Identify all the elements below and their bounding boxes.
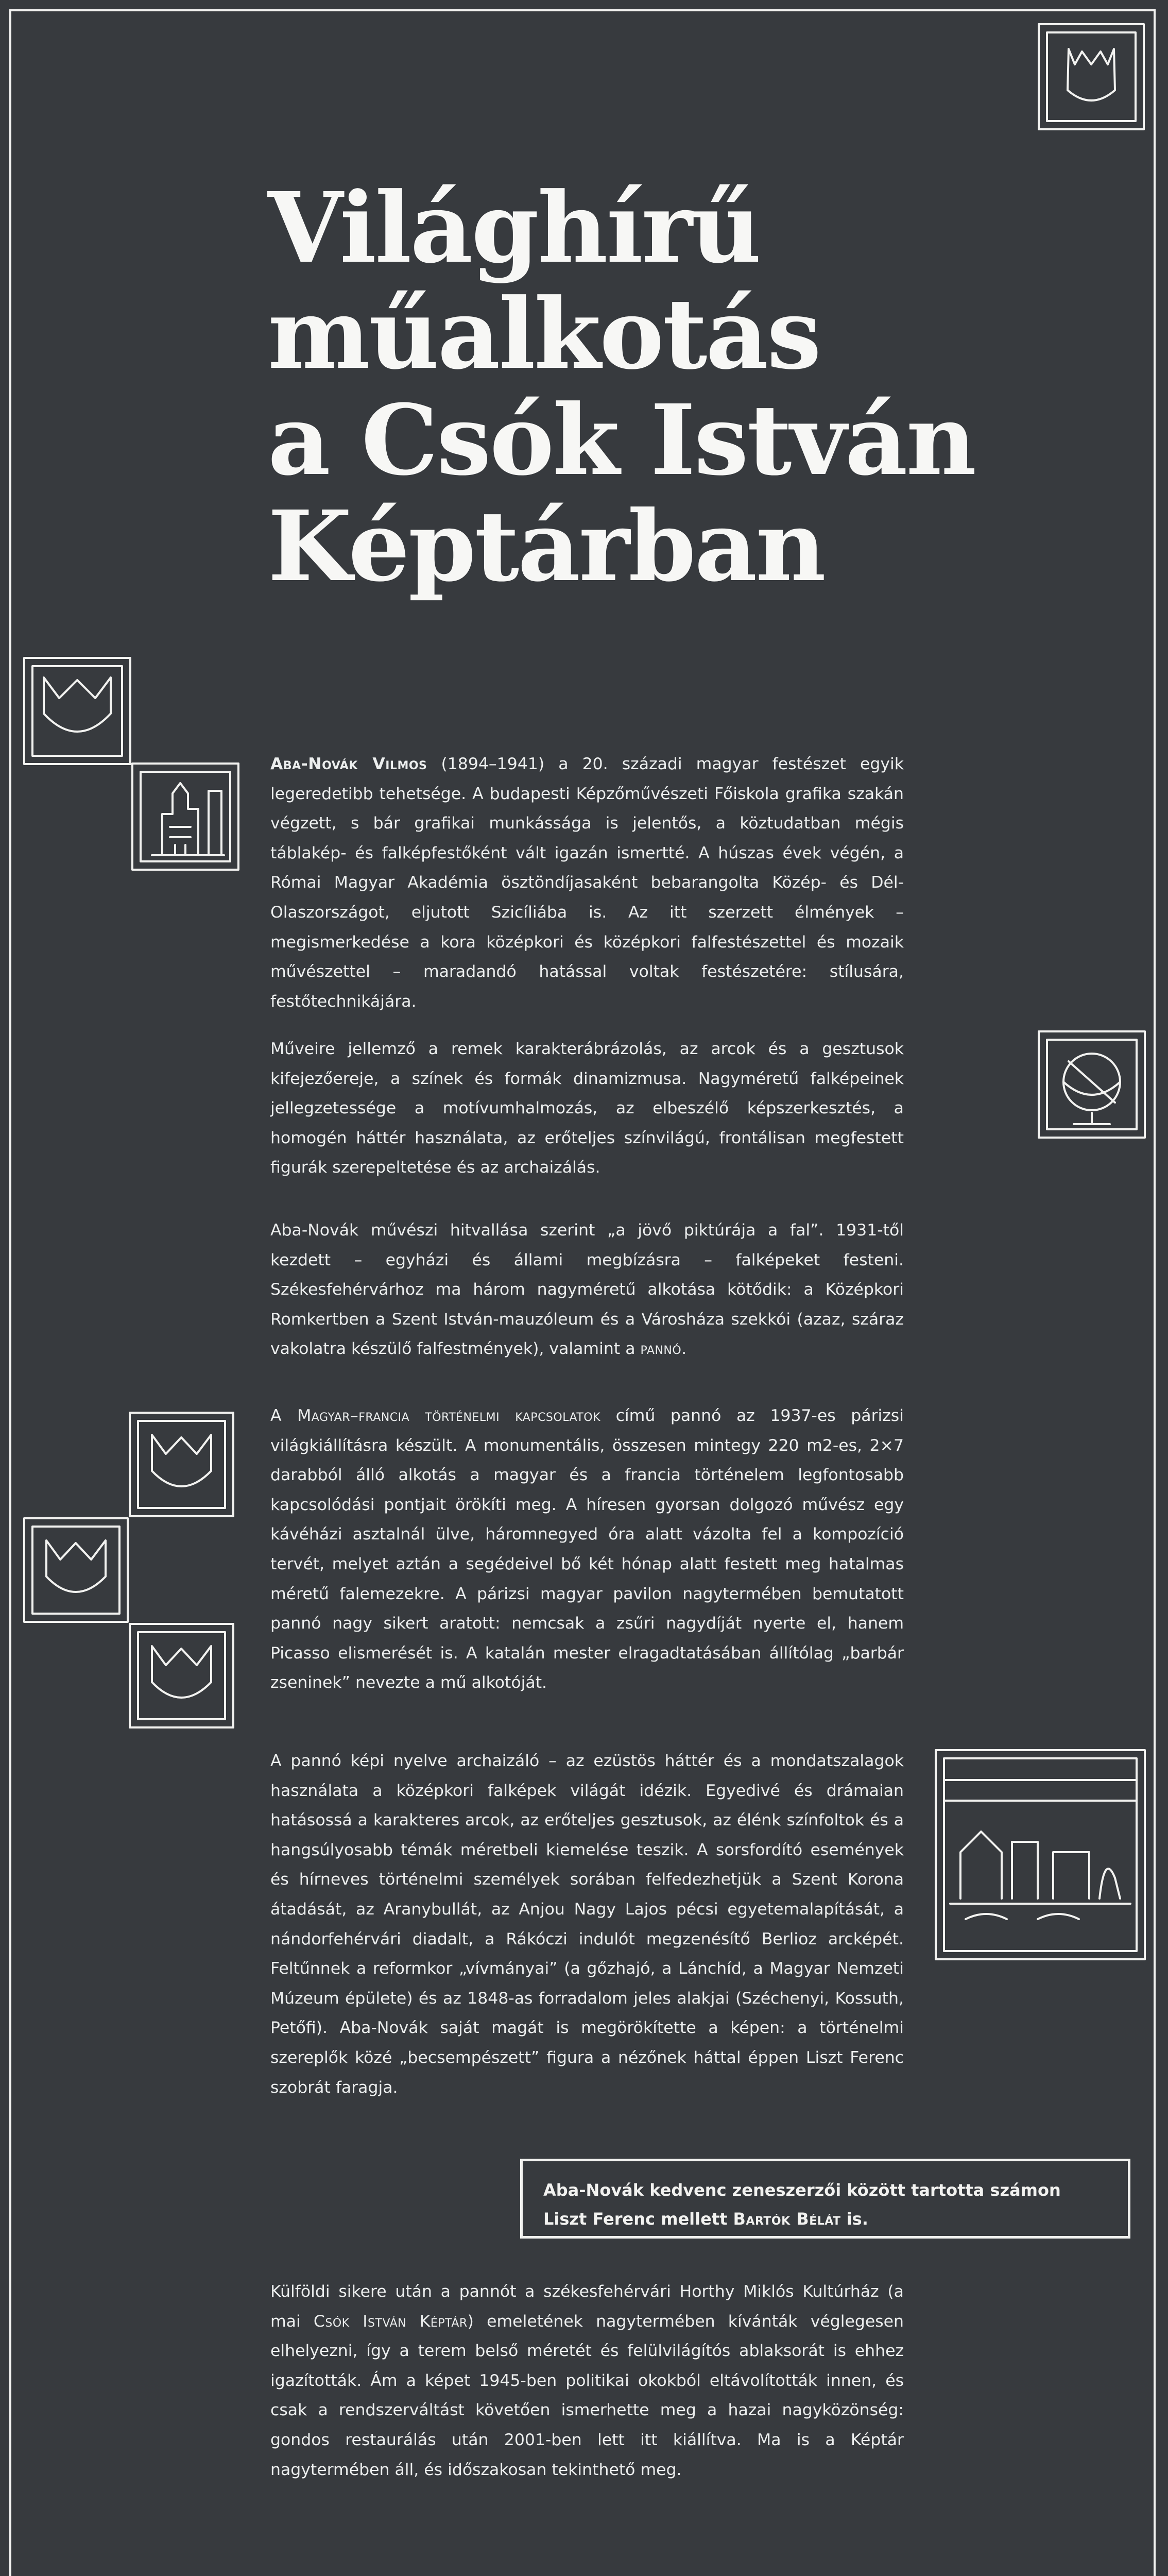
paragraph-text: Aba-Novák művészi hitvallása szerint „a jövő piktúrája a fal”. 1931-től kezdett – egyházi és állami megbízásra – falképeket festeni. Székesfehérvárhoz ma három nagyméretű alkotása kötődik: a Középkori Romkertben a Szent István-mauzóleum és a Városháza szekkói (azaz, száraz vakolatra készülő falfestmények), valamint a — [270, 1221, 904, 1359]
callout-box — [520, 2159, 1130, 2239]
panno-title: A Magyar–francia történelmi kapcsolatok — [270, 1406, 600, 1425]
title-line-2: műalkotás — [268, 277, 820, 391]
tulip-tile-icon — [23, 1517, 129, 1623]
callout-end: is. — [840, 2209, 868, 2229]
title-line-1: Világhírű — [268, 171, 760, 285]
paragraph-later-history — [270, 2277, 904, 2485]
museum-name: Csók István Képtár — [313, 2312, 468, 2331]
artist-name: Aba-Novák Vilmos — [270, 755, 427, 773]
paragraph-end: . — [681, 1340, 687, 1359]
paragraph-text: (1894–1941) a 20. századi magyar festészet egyik legeredetibb tehetsége. A budapesti Képzőművészeti Főiskola grafika szakán végzett, s bár grafikai munkássága is jelentős, a köztudatban mégis táblakép- és falképfestőként vált igazán ismertté. A húszas évek végén, a Római Magyar Akadémia ösztöndíjasaként bebarangolta Közép- és Dél-Olaszországot, eljutott Szicíliába is. Az itt szerzett élmények – megismerkedése a kora középkori és középkori falfestészettel és mozaik művészettel – maradandó hatással voltak festészetére: stílusára, festőtechnikájára. — [270, 755, 904, 1011]
tulip-tile-icon — [129, 1623, 234, 1728]
page-title — [268, 171, 1040, 603]
paragraph-text: Külföldi sikere után a pannót a székesfehérvári Horthy Miklós Kultúrház (a mai — [270, 2282, 904, 2331]
paragraph-style: Műveire jellemző a remek karakterábrázolás, az arcok és a gesztusok kifejezőereje, a színek és formák dinamizmusa. Nagyméretű falképeinek jellegzetessége a motívumhalmozás, az elbeszélő képszerkesztés, a homogén háttér használata, az erőteljes színvilágú, frontálisan megfestett figurák szerepeltetése és az archaizálás. — [270, 1040, 904, 1177]
globe-tile-icon — [1038, 1030, 1146, 1139]
paragraph-panno-history — [270, 1401, 904, 1698]
townscape-tile-icon — [935, 1749, 1146, 1960]
title-line-4: Képtárban — [268, 489, 825, 603]
paragraph-artist-bio — [270, 750, 904, 1016]
paragraph-visual-language: A pannó képi nyelve archaizáló – az ezüstös háttér és a mondatszalagok használata a középkori falképek világát idézik. Egyedivé és drámaian hatásossá a karakteres arcok, az erőteljes gesztusok, az élénk színfoltok és a hangsúlyosabb témák méretbeli kiemelése teszik. A sorsfordító események és hírneves történelmi személyek sorában felfedezhetjük a Szent Korona átadását, az Aranybullát, az Anjou Nagy Lajos pécsi egyetemalapítását, a nándorfehérvári diadalt, a Rákóczi indulót megzenésítő Berlioz arcképét. Feltűnnek a reformkor „vívmányai” (a gőzhajó, a Lánchíd, a Magyar Nemzeti Múzeum épülete) és az 1848-as forradalom jeles alakjai (Széchenyi, Kossuth, Petőfi). Aba-Novák saját magát is megörökítette a képen: a történelmi szereplők közé „becsempészett” figura a nézőnek háttal éppen Liszt Ferenc szobrát faragja. — [270, 1752, 904, 2097]
tulip-tile-icon — [23, 657, 131, 765]
tulip-tile-icon — [129, 1412, 234, 1517]
callout-name: Bartók Bélát — [733, 2209, 841, 2229]
tulip-tile-icon — [1038, 23, 1145, 130]
title-line-3: a Csók István — [268, 383, 975, 497]
castle-tile-icon — [131, 762, 239, 871]
panno-word: pannó — [640, 1340, 682, 1359]
paragraph-text: című pannó az 1937-es párizsi világkiállításra készült. A monumentális, összesen mintegy 220 m2-es, 2×7 darabból álló alkotás a magyar és a francia történelem legfontosabb kapcsolódási pontjait örökíti meg. A híresen gyorsan dolgozó művész egy kávéházi asztalnál ülve, háromnegyed óra alatt vázolta fel a kompozíció tervét, melyet aztán a segédeivel bő két hónap alatt festett meg hatalmas méretű falemezekre. A párizsi magyar pavilon nagytermében bemutatott pannó nagy sikert aratott: nemcsak a zsűri nagydíját nyerte el, hanem Picasso elismerését is. A katalán mester elragadtatásában állítólag „barbár zseninek” nevezte a mű alkotóját. — [270, 1406, 904, 1692]
paragraph-text-2: ) emeletének nagytermében kívánták véglegesen elhelyezni, így a terem belső méretét és felülvilágítós ablaksorát is ehhez igazították. Ám a képet 1945-ben politikai okokból eltávolították innen, és csak a rendszerváltást követően ismerhette meg a hazai nagyközönség: gondos restaurálás után 2001-ben lett itt kiállítva. Ma is a Képtár nagytermében áll, és időszakosan tekinthető meg. — [270, 2312, 904, 2479]
paragraph-credo — [270, 1216, 904, 1364]
callout-text: Aba-Novák kedvenc zeneszerzői között tartotta számon Liszt Ferenc mellett — [543, 2180, 1061, 2229]
